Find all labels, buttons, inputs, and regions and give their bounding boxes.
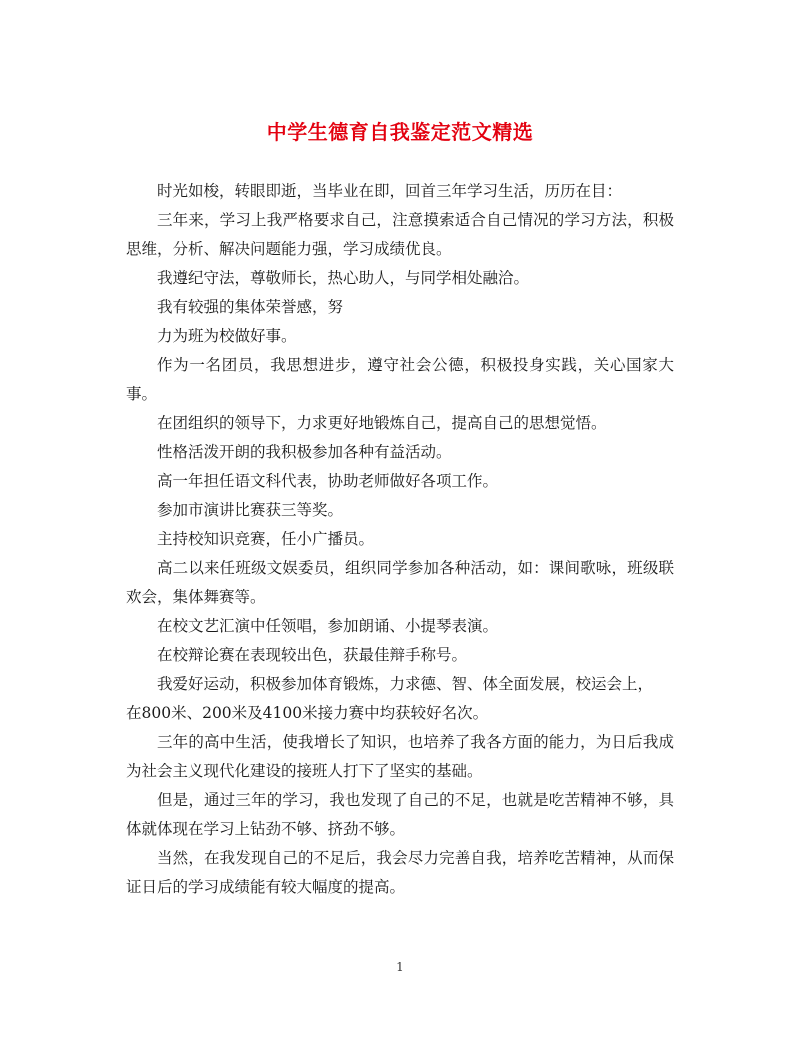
paragraph: 高一年担任语文科代表，协助老师做好各项工作。: [157, 472, 499, 490]
paragraph: 但是，通过三年的学习，我也发现了自己的不足，也就是吃苦精神不够，具体就体现在学习上钻劲不够、挤劲不够。: [126, 791, 674, 838]
paragraph: 时光如梭，转眼即逝，当毕业在即，回首三年学习生活，历历在目：: [157, 182, 623, 200]
paragraph: 三年来，学习上我严格要求自己，注意摸索适合自己情况的学习方法，积极思维，分析、解决问题能力强，学习成绩优良。: [126, 211, 674, 258]
page-number: 1: [396, 960, 404, 974]
paragraph: 当然，在我发现自己的不足后，我会尽力完善自我，培养吃苦精神，从而保证日后的学习成绩能有较大幅度的提高。: [126, 849, 674, 896]
paragraph: 性格活泼开朗的我积极参加各种有益活动。: [157, 443, 452, 461]
paragraph: 参加市演讲比赛获三等奖。: [157, 501, 344, 519]
document-body: [126, 177, 674, 902]
paragraph: 三年的高中生活，使我增长了知识，也培养了我各方面的能力，为日后我成为社会主义现代化建设的接班人打下了坚实的基础。: [126, 733, 674, 780]
paragraph: 主持校知识竞赛，任小广播员。: [157, 530, 375, 548]
paragraph: 在校辩论赛在表现较出色，获最佳辩手称号。: [157, 646, 468, 664]
paragraph: 在团组织的领导下，力求更好地锻炼自己，提高自己的思想觉悟。: [157, 414, 607, 432]
paragraph: 我爱好运动，积极参加体育锻炼，力求德、智、体全面发展，校运会上，: [157, 675, 654, 693]
paragraph: 我有较强的集体荣誉感，努: [157, 298, 344, 316]
paragraph: 高二以来任班级文娱委员，组织同学参加各种活动，如：课间歌咏，班级联欢会，集体舞赛等。: [126, 559, 674, 606]
document-title: 中学生德育自我鉴定范文精选: [266, 120, 534, 144]
paragraph: 在800米、200米及4100米接力赛中均获较好名次。: [126, 704, 489, 722]
paragraph: 在校文艺汇演中任领唱，参加朗诵、小提琴表演。: [157, 617, 499, 635]
paragraph: 我遵纪守法，尊敬师长，热心助人，与同学相处融洽。: [157, 269, 530, 287]
paragraph: 力为班为校做好事。: [157, 327, 297, 345]
paragraph: 作为一名团员，我思想进步，遵守社会公德，积极投身实践，关心国家大事。: [126, 356, 674, 403]
